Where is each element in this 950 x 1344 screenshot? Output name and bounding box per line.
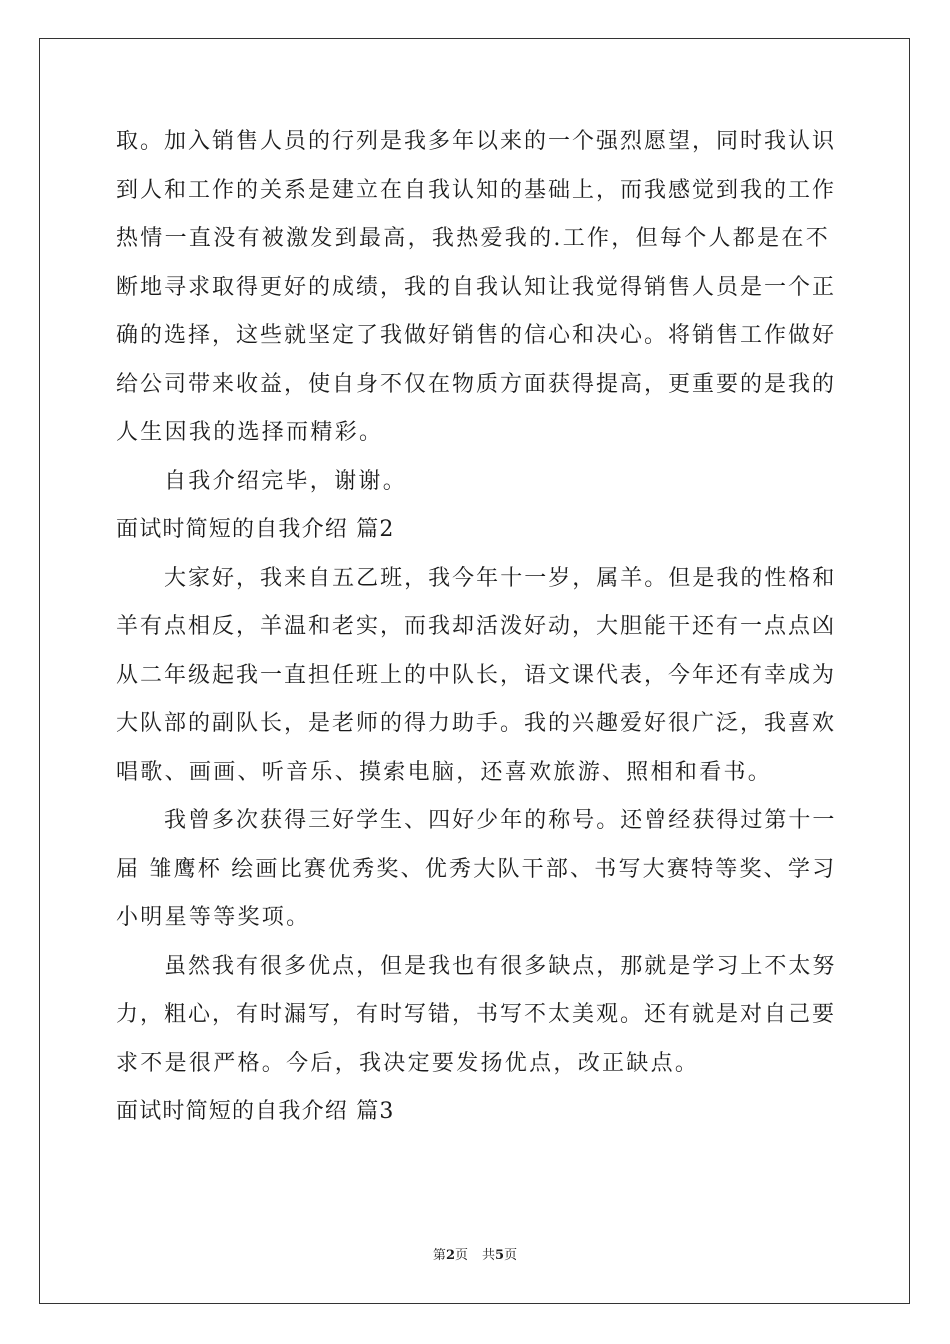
text-line: 确的选择，这些就坚定了我做好销售的信心和决心。将销售工作做好 bbox=[116, 323, 837, 348]
page-number-prefix: 第 bbox=[432, 1248, 446, 1263]
text-line: 唱歌、画画、听音乐、摸索电脑，还喜欢旅游、照相和看书。 bbox=[116, 759, 773, 785]
text-line: 届 雏鹰杯 绘画比赛优秀奖、优秀大队干部、书写大赛特等奖、学习 bbox=[116, 856, 837, 882]
text-line: 求不是很严格。今后，我决定要发扬优点，改正缺点。 bbox=[116, 1050, 700, 1076]
text-line: 虽然我有很多优点，但是我也有很多缺点，那就是学习上不太努 bbox=[164, 953, 837, 979]
text-line: 热情一直没有被激发到最高，我热爱我的.工作，但每个人都是在不 bbox=[116, 226, 830, 251]
text-line: 取。加入销售人员的行列是我多年以来的一个强烈愿望，同时我认识 bbox=[116, 129, 837, 154]
page-number-suffix: 页 bbox=[454, 1248, 468, 1263]
section-heading: 面试时简短的自我介绍 篇2 bbox=[116, 517, 395, 542]
page-number-current: 2 bbox=[445, 1248, 455, 1263]
text-line: 从二年级起我一直担任班上的中队长，语文课代表，今年还有幸成为 bbox=[116, 662, 837, 688]
text-line: 人生因我的选择而精彩。 bbox=[116, 420, 384, 445]
page-total-suffix: 页 bbox=[504, 1248, 518, 1263]
text-line: 力，粗心，有时漏写，有时写错，书写不太美观。还有就是对自己要 bbox=[116, 1002, 837, 1027]
page-total-count: 5 bbox=[495, 1248, 505, 1263]
text-line: 自我介绍完毕，谢谢。 bbox=[164, 468, 408, 494]
text-line: 到人和工作的关系是建立在自我认知的基础上，而我感觉到我的工作 bbox=[116, 177, 837, 203]
text-line: 小明星等等奖项。 bbox=[116, 905, 311, 930]
section-heading: 面试时简短的自我介绍 篇3 bbox=[116, 1099, 395, 1124]
document-body bbox=[116, 118, 836, 1137]
text-line: 羊有点相反，羊温和老实，而我却活泼好动，大胆能干还有一点点凶 bbox=[116, 614, 837, 639]
text-line: 大家好，我来自五乙班，我今年十一岁，属羊。但是我的性格和 bbox=[164, 565, 837, 591]
text-line: 断地寻求取得更好的成绩，我的自我认知让我觉得销售人员是一个正 bbox=[116, 274, 837, 300]
text-line: 我曾多次获得三好学生、四好少年的称号。还曾经获得过第十一 bbox=[164, 808, 837, 833]
text-line: 大队部的副队长，是老师的得力助手。我的兴趣爱好很广泛，我喜欢 bbox=[116, 711, 837, 736]
text-line: 给公司带来收益，使自身不仅在物质方面获得提高，更重要的是我的 bbox=[116, 371, 837, 397]
page-total-prefix: 共 bbox=[482, 1248, 496, 1263]
page-footer bbox=[0, 1247, 950, 1265]
